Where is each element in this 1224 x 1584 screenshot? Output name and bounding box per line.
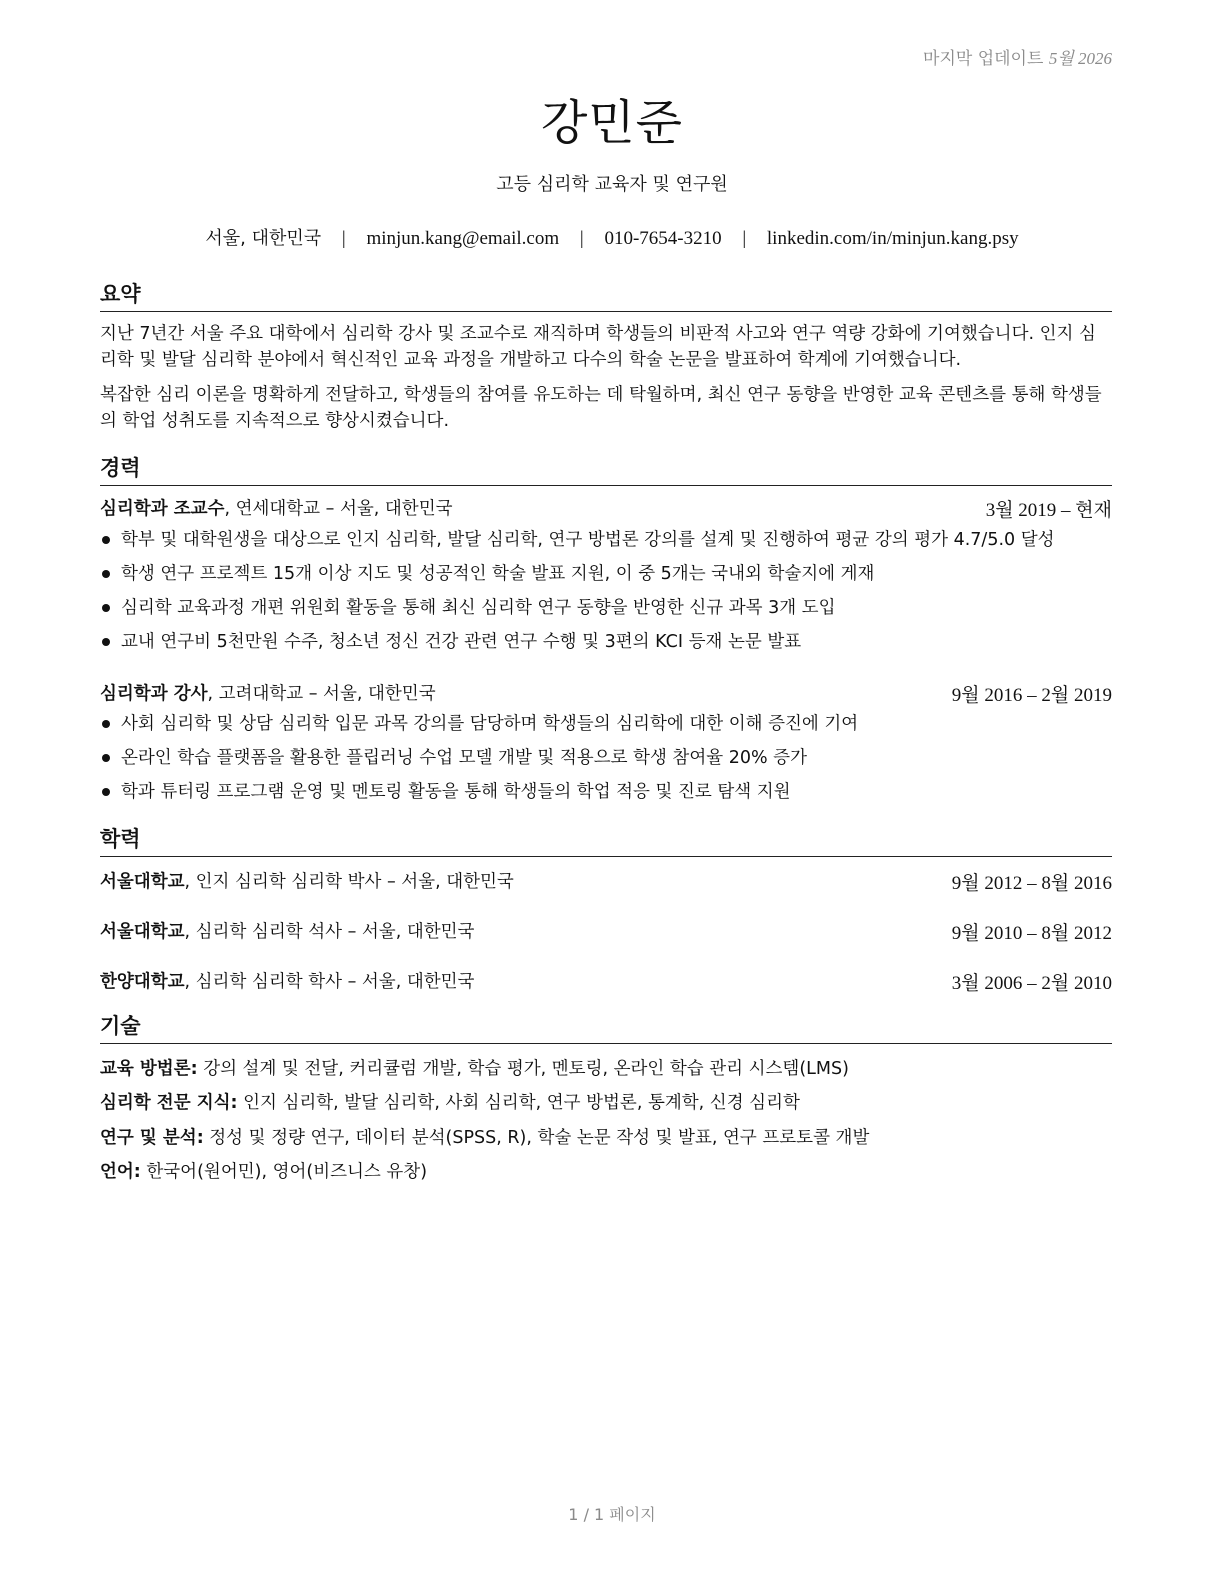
job-role: 심리학과 조교수 bbox=[100, 499, 225, 519]
contact-separator: | bbox=[742, 228, 747, 249]
skill-label: 언어: bbox=[100, 1162, 141, 1182]
list-item bbox=[100, 527, 1112, 561]
job-bullets bbox=[100, 711, 1112, 813]
skill-label: 심리학 전문 지식: bbox=[100, 1093, 238, 1113]
skill-label: 교육 방법론: bbox=[100, 1059, 198, 1079]
skill-line bbox=[100, 1124, 1112, 1149]
job-org: , 고려대학교 – 서울, 대한민국 bbox=[207, 684, 436, 704]
bullet-icon bbox=[102, 604, 110, 612]
bullet-text: 학생 연구 프로젝트 15개 이상 지도 및 성공적인 학술 발표 지원, 이 중 5개는 국내외 학술지에 게재 bbox=[121, 564, 875, 584]
skill-value: 인지 심리학, 발달 심리학, 사회 심리학, 연구 방법론, 통계학, 신경 심리학 bbox=[237, 1093, 800, 1113]
skill-value: 정성 및 정량 연구, 데이터 분석(SPSS, R), 학술 논문 작성 및 발표, 연구 프로토콜 개발 bbox=[203, 1128, 870, 1148]
list-item bbox=[100, 561, 1112, 595]
skill-value: 한국어(원어민), 영어(비즈니스 유창) bbox=[140, 1162, 428, 1182]
skill-line bbox=[100, 1089, 1112, 1114]
bullet-text: 교내 연구비 5천만원 수주, 청소년 정신 건강 관련 연구 수행 및 3편의 KCI 등재 논문 발표 bbox=[121, 632, 802, 652]
bullet-icon bbox=[102, 720, 110, 728]
job-dates: 3월 2019 – 현재 bbox=[985, 500, 1112, 521]
contact-line bbox=[0, 224, 1224, 250]
resume-subtitle: 고등 심리학 교육자 및 연구원 bbox=[496, 174, 728, 195]
bullet-text: 온라인 학습 플랫폼을 활용한 플립러닝 수업 모델 개발 및 적용으로 학생 참여율 20% 증가 bbox=[121, 748, 807, 768]
education-row bbox=[100, 868, 1112, 894]
section-title-skills: 기술 bbox=[100, 1010, 1112, 1044]
bullet-icon bbox=[102, 638, 110, 646]
education-school: 서울대학교 bbox=[100, 872, 185, 892]
bullet-text: 사회 심리학 및 상담 심리학 입문 과목 강의를 담당하며 학생들의 심리학에 대한 이해 증진에 기여 bbox=[121, 714, 859, 734]
education-detail: , 인지 심리학 심리학 박사 – 서울, 대한민국 bbox=[184, 872, 514, 892]
list-item bbox=[100, 629, 1112, 663]
education-detail: , 심리학 심리학 학사 – 서울, 대한민국 bbox=[184, 972, 475, 992]
contact-location: 서울, 대한민국 bbox=[205, 228, 322, 249]
education-detail: , 심리학 심리학 석사 – 서울, 대한민국 bbox=[184, 922, 475, 942]
list-item bbox=[100, 779, 1112, 813]
education-line bbox=[100, 918, 474, 943]
bullet-text: 학부 및 대학원생을 대상으로 인지 심리학, 발달 심리학, 연구 방법론 강의를 설계 및 진행하여 평균 강의 평가 4.7/5.0 달성 bbox=[121, 530, 1055, 550]
job-header bbox=[100, 495, 1112, 521]
last-updated-date: 5월 2026 bbox=[1048, 49, 1112, 68]
job-title-line bbox=[100, 495, 453, 520]
skill-label: 연구 및 분석: bbox=[100, 1128, 204, 1148]
list-item bbox=[100, 745, 1112, 779]
list-item bbox=[100, 595, 1112, 629]
contact-separator: | bbox=[341, 228, 346, 249]
resume-name: 강민준 bbox=[540, 95, 684, 151]
bullet-icon bbox=[102, 536, 110, 544]
job-header bbox=[100, 680, 1112, 706]
job-org: , 연세대학교 – 서울, 대한민국 bbox=[224, 499, 453, 519]
education-row bbox=[100, 918, 1112, 944]
job-bullets bbox=[100, 527, 1112, 663]
last-updated bbox=[923, 44, 1112, 69]
education-dates: 9월 2012 – 8월 2016 bbox=[951, 873, 1112, 894]
education-line bbox=[100, 968, 474, 993]
education-line bbox=[100, 868, 514, 893]
skill-value: 강의 설계 및 전달, 커리큘럼 개발, 학습 평가, 멘토링, 온라인 학습 관리 시스템(LMS) bbox=[197, 1059, 849, 1079]
bullet-icon bbox=[102, 788, 110, 796]
page-indicator: 1 / 1 페이지 bbox=[568, 1505, 656, 1524]
bullet-icon bbox=[102, 754, 110, 762]
skill-line bbox=[100, 1055, 1112, 1080]
contact-separator: | bbox=[579, 228, 584, 249]
bullet-text: 학과 튜터링 프로그램 운영 및 멘토링 활동을 통해 학생들의 학업 적응 및 진로 탐색 지원 bbox=[121, 782, 791, 802]
list-item bbox=[100, 711, 1112, 745]
contact-email[interactable]: minjun.kang@email.com bbox=[366, 228, 560, 249]
education-row bbox=[100, 968, 1112, 994]
section-title-education: 학력 bbox=[100, 823, 1112, 857]
contact-linkedin[interactable]: linkedin.com/in/minjun.kang.psy bbox=[766, 228, 1019, 249]
education-dates: 9월 2010 – 8월 2012 bbox=[951, 923, 1112, 944]
education-school: 서울대학교 bbox=[100, 922, 185, 942]
summary-paragraph: 지난 7년간 서울 주요 대학에서 심리학 강사 및 조교수로 재직하며 학생들의 비판적 사고와 연구 역량 강화에 기여했습니다. 인지 심리학 및 발달 심리학 분야에서 혁신적인 교육 과정을 개발하고 다수의 학술 논문을 발표하여 학계에 기여했습니다. bbox=[100, 324, 1096, 370]
summary-paragraph: 복잡한 심리 이론을 명확하게 전달하고, 학생들의 참여를 유도하는 데 탁월하며, 최신 연구 동향을 반영한 교육 콘텐츠를 통해 학생들의 학업 성취도를 지속적으로 향상시켰습니다. bbox=[100, 385, 1102, 431]
education-dates: 3월 2006 – 2월 2010 bbox=[951, 973, 1112, 994]
education-school: 한양대학교 bbox=[100, 972, 185, 992]
bullet-text: 심리학 교육과정 개편 위원회 활동을 통해 최신 심리학 연구 동향을 반영한 신규 과목 3개 도입 bbox=[121, 598, 836, 618]
section-title-experience: 경력 bbox=[100, 452, 1112, 486]
job-title-line bbox=[100, 680, 436, 705]
skill-line bbox=[100, 1158, 1112, 1183]
bullet-icon bbox=[102, 570, 110, 578]
job-role: 심리학과 강사 bbox=[100, 684, 208, 704]
section-title-summary: 요약 bbox=[100, 278, 1112, 312]
last-updated-label: 마지막 업데이트 bbox=[923, 49, 1044, 69]
job-dates: 9월 2016 – 2월 2019 bbox=[951, 685, 1112, 706]
contact-phone: 010-7654-3210 bbox=[604, 228, 722, 249]
